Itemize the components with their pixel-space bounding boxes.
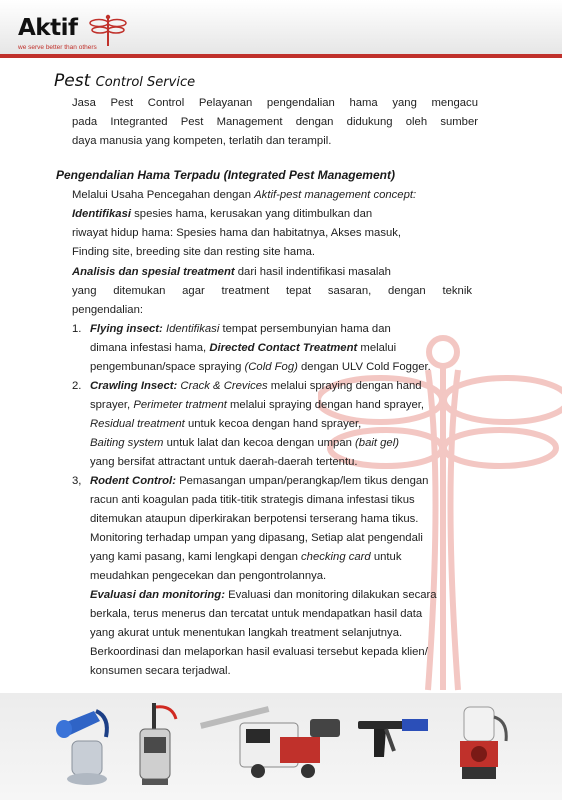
- header-accent-line: [0, 54, 562, 58]
- dragonfly-logo-icon: [88, 14, 128, 48]
- brand-tagline: we serve better than others: [18, 44, 97, 51]
- section-title: Pengendalian Hama Terpadu (Integrated Pest Management): [56, 168, 395, 182]
- ulv-cold-fogger-icon: [50, 703, 120, 791]
- hand-sprayer-icon: [132, 701, 182, 791]
- page-header: [0, 0, 562, 58]
- brand-name: Aktif: [18, 15, 78, 41]
- mist-blower-icon: [450, 697, 510, 789]
- page-title: Pest Control Service: [54, 71, 196, 91]
- brand-logo: [18, 14, 138, 50]
- equipment-strip: [0, 693, 562, 800]
- bait-gun-icon: [356, 711, 436, 761]
- thermal-fogger-icon: [200, 699, 350, 783]
